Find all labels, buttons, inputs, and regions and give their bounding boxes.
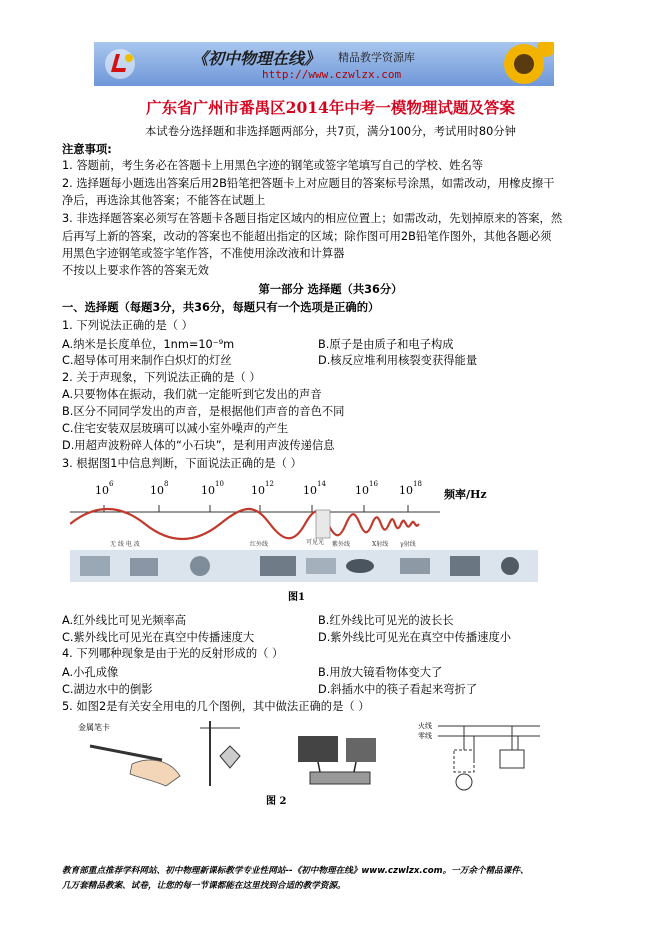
notes-heading: 注意事项:: [62, 143, 112, 156]
freq-exp: 12: [265, 480, 274, 488]
q4-option-a: A.小孔成像: [62, 666, 119, 679]
q2-option-c: C.住宅安装双层玻璃可以减小室外噪声的产生: [62, 422, 289, 435]
band-label-gamma: γ射线: [400, 541, 416, 548]
freq-tick: 10: [201, 484, 215, 497]
question-3-stem: 3. 根据图1中信息判断，下面说法正确的是（ ）: [62, 457, 302, 470]
remote-icon: [306, 558, 336, 574]
freq-tick: 10: [150, 484, 164, 497]
exam-intro: 本试卷分选择题和非选择题两部分，共7页，满分100分，考试用时80分钟: [145, 125, 516, 138]
freq-exp: 10: [215, 480, 224, 488]
uv-lamp-icon: [400, 558, 430, 574]
notes-line: 2. 选择题每小题选出答案后用2B铅笔把答题卡上对应题目的答案标号涂黑，如需改动，用橡皮擦干: [62, 177, 555, 190]
question-2-stem: 2. 关于声现象，下列说法正确的是（ ）: [62, 371, 261, 384]
figure-2-safety: [70, 716, 570, 808]
footer-line-1: 教育部重点推荐学科网站、初中物理新课标教学专业性网站--《初中物理在线》www.czwlzx.com。一万余个精品课件、: [62, 866, 529, 876]
question-4-stem: 4. 下列哪种现象是由于光的反射形成的（ ）: [62, 647, 284, 660]
freq-exp: 8: [164, 480, 169, 488]
q4-option-c: C.湖边水中的倒影: [62, 683, 153, 696]
tv-device-icon: [130, 558, 158, 576]
frequency-axis-label: 频率/Hz: [444, 488, 487, 501]
notes-line: 1. 答题前，考生务必在答题卡上用黑色字迹的钢笔或签字笔填写自己的学校、姓名等: [62, 159, 484, 172]
neutral-wire-label: 零线: [418, 732, 432, 740]
power-line-kite-illustration: [200, 721, 240, 786]
band-label-ultraviolet: 紫外线: [332, 541, 351, 548]
figure-1-caption: 图1: [288, 592, 305, 603]
hand-icon: [130, 760, 180, 786]
freq-exp: 16: [369, 480, 378, 488]
freq-exp: 18: [413, 480, 422, 488]
figure-1-spectrum: [70, 474, 590, 604]
freq-tick: 10: [95, 484, 109, 497]
appliance-icon: [346, 738, 376, 762]
figure-2-caption: 图 2: [266, 796, 287, 807]
xray-machine-icon: [450, 556, 480, 576]
radiation-icon: [501, 557, 519, 575]
power-strip-icon: [310, 772, 370, 784]
site-banner: [94, 42, 554, 86]
q1-option-d: D.核反应堆利用核裂变获得能量: [318, 354, 478, 367]
eye-icon: [346, 559, 374, 573]
section-title: 一、选择题（每题3分，共36分，每题只有一个选项是正确的）: [62, 301, 380, 314]
switch-box-icon: [454, 750, 474, 772]
sunflower-icon: [494, 42, 554, 86]
banner-url[interactable]: http://www.czwlzx.com: [262, 68, 402, 81]
wiring-diagram-illustration: [418, 721, 540, 790]
freq-tick: 10: [355, 484, 369, 497]
band-label-visible: 可见光: [306, 539, 325, 546]
test-pen-illustration: [78, 722, 180, 786]
q2-option-a: A.只要物体在振动，我们就一定能听到它发出的声音: [62, 388, 322, 401]
q4-option-b: B.用放大镜看物体变大了: [318, 666, 443, 679]
question-1-stem: 1. 下列说法正确的是（ ）: [62, 319, 193, 332]
test-pen-icon: [90, 746, 162, 760]
q2-option-d: D.用超声波粉碎人体的“小石块”，是利用声波传递信息: [62, 439, 335, 452]
band-labels: [110, 538, 416, 548]
notes-line: 后再写上新的答案，改动的答案也不能超出指定的区域；除作图可用2B铅笔作图外，其他各题必须: [62, 230, 552, 243]
freq-tick: 10: [399, 484, 413, 497]
banner-subtitle: 精品教学资源库: [338, 51, 415, 64]
electromagnetic-wave: [70, 509, 419, 539]
document-title: 广东省广州市番禺区2014年中考一模物理试题及答案: [146, 98, 515, 117]
q3-option-c: C.紫外线比可见光在真空中传播速度大: [62, 631, 255, 644]
part-title: 第一部分 选择题（共36分）: [258, 283, 403, 296]
q3-option-d: D.紫外线比可见光在真空中传播速度小: [318, 631, 512, 644]
socket-icon: [500, 750, 524, 768]
q1-option-a: A.纳米是长度单位，1nm=10⁻⁹m: [62, 338, 235, 351]
notes-line: 净后，再选涂其他答案；不能答在试题上: [62, 194, 266, 207]
kite-icon: [220, 746, 240, 768]
freq-exp: 14: [317, 480, 326, 488]
freq-tick: 10: [303, 484, 317, 497]
notes-line: 用黑色字迹钢笔或签字笔作答，不准使用涂改液和计算器: [62, 247, 345, 260]
q3-option-b: B.红外线比可见光的波长长: [318, 614, 454, 627]
satellite-dish-icon: [190, 556, 210, 576]
band-label-radio: 无 线 电 波: [110, 541, 140, 548]
question-5-stem: 5. 如图2是有关安全用电的几个图例，其中做法正确的是（ ）: [62, 700, 370, 713]
q4-option-d: D.斜插水中的筷子看起来弯折了: [318, 683, 478, 696]
banner-title: 《初中物理在线》: [192, 49, 321, 68]
notes-line: 3. 非选择题答案必须写在答题卡各题目指定区域内的相应位置上；如需改动，先划掉原来的答案，然: [62, 212, 563, 225]
live-wire-label: 火线: [418, 722, 432, 730]
notes-line: 不按以上要求作答的答案无效: [62, 264, 209, 277]
freq-tick: 10: [251, 484, 265, 497]
band-label-xray: X射线: [372, 541, 389, 548]
visible-light-band: [316, 510, 330, 538]
microwave-icon: [260, 556, 296, 576]
metal-pen-label: 金属笔卡: [78, 723, 110, 732]
band-label-infrared: 红外线: [250, 541, 269, 548]
overloaded-socket-illustration: [298, 736, 376, 784]
radio-device-icon: [80, 556, 110, 576]
appliance-icon: [298, 736, 338, 762]
freq-exp: 6: [109, 480, 114, 488]
lamp-icon: [456, 774, 472, 790]
site-logo-icon: [102, 46, 138, 82]
q2-option-b: B.区分不同同学发出的声音，是根据他们声音的音色不同: [62, 405, 345, 418]
q3-option-a: A.红外线比可见光频率高: [62, 614, 187, 627]
footer-line-2: 几万套精品教案、试卷，让您的每一节课都能在这里找到合适的教学资源。: [62, 881, 346, 891]
q1-option-b: B.原子是由质子和电子构成: [318, 338, 454, 351]
q1-option-c: C.超导体可用来制作白炽灯的灯丝: [62, 354, 232, 367]
frequency-tick-labels: [95, 480, 422, 497]
